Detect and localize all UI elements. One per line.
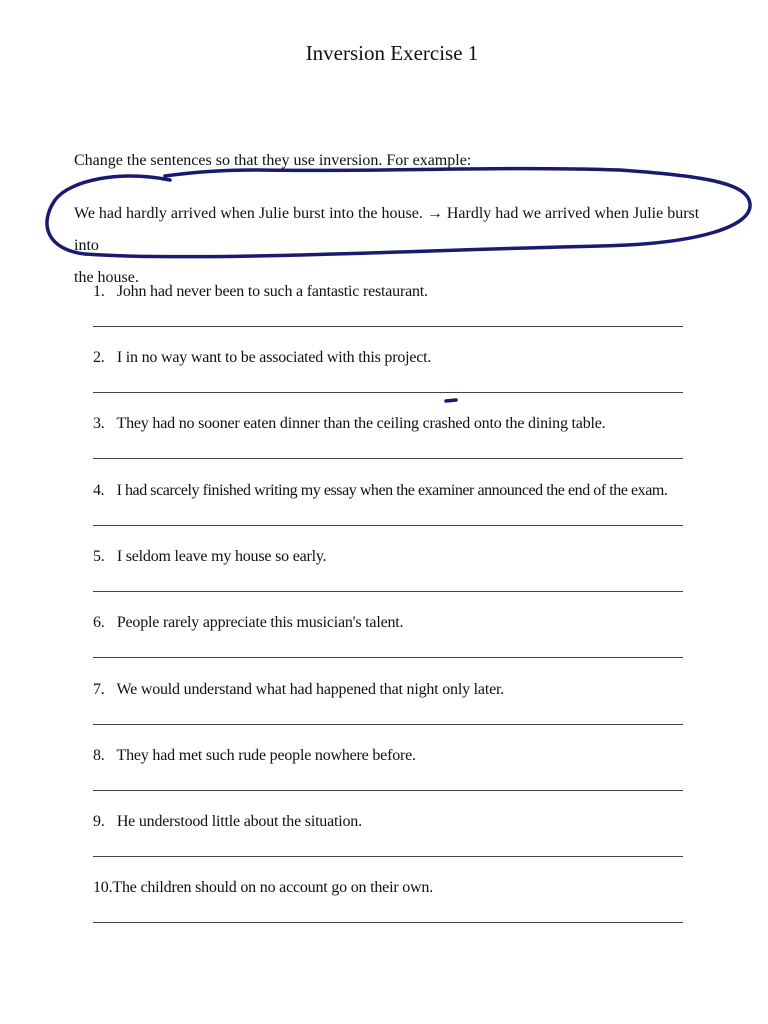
answer-line[interactable] bbox=[93, 525, 683, 526]
example-block bbox=[74, 198, 714, 294]
page-title: Inversion Exercise 1 bbox=[305, 41, 479, 65]
answer-line[interactable] bbox=[93, 392, 683, 393]
example-line-1: We had hardly arrived when Julie burst into the house. → Hardly had we arrived when Julie burst into bbox=[74, 205, 700, 254]
item-number: 6. bbox=[93, 614, 105, 631]
item-number: 2. bbox=[93, 349, 105, 366]
item-number: 10. bbox=[93, 879, 113, 896]
exercise-item-4 bbox=[93, 480, 693, 530]
item-text: He understood little about the situation. bbox=[116, 813, 362, 830]
item-number: 3. bbox=[93, 415, 105, 432]
instruction-text: Change the sentences so that they use inversion. For example: bbox=[74, 152, 472, 169]
exercise-item-1 bbox=[93, 281, 693, 331]
item-number: 7. bbox=[93, 681, 105, 698]
item-text: John had never been to such a fantastic restaurant. bbox=[116, 283, 428, 300]
exercise-item-6 bbox=[93, 612, 693, 662]
exercise-question bbox=[93, 347, 431, 369]
item-text: People rarely appreciate this musician's talent. bbox=[116, 614, 404, 631]
item-number: 5. bbox=[93, 548, 105, 565]
answer-line[interactable] bbox=[93, 657, 683, 658]
exercise-item-3 bbox=[93, 413, 693, 463]
ink-dash-mark bbox=[446, 400, 456, 401]
answer-line[interactable] bbox=[93, 326, 683, 327]
exercise-question bbox=[93, 745, 416, 767]
answer-line[interactable] bbox=[93, 790, 683, 791]
exercise-question bbox=[93, 679, 504, 701]
item-number: 4. bbox=[93, 482, 105, 499]
exercise-item-8 bbox=[93, 745, 693, 795]
exercise-item-9 bbox=[93, 811, 693, 861]
item-text: They had met such rude people nowhere before. bbox=[116, 747, 416, 764]
exercise-question bbox=[93, 480, 667, 502]
exercise-question bbox=[93, 612, 403, 634]
item-text: I seldom leave my house so early. bbox=[116, 548, 327, 565]
item-number: 8. bbox=[93, 747, 105, 764]
item-number: 1. bbox=[93, 283, 105, 300]
exercise-question bbox=[93, 413, 605, 435]
item-text: We would understand what had happened that night only later. bbox=[116, 681, 505, 698]
exercise-item-7 bbox=[93, 679, 693, 729]
exercise-question bbox=[93, 811, 362, 833]
answer-line[interactable] bbox=[93, 856, 683, 857]
answer-line[interactable] bbox=[93, 591, 683, 592]
exercise-question bbox=[93, 877, 433, 899]
answer-line[interactable] bbox=[93, 724, 683, 725]
example-line-2: the house. bbox=[74, 269, 139, 286]
item-text: The children should on no account go on their own. bbox=[112, 879, 434, 896]
answer-line[interactable] bbox=[93, 458, 683, 459]
exercise-item-2 bbox=[93, 347, 693, 397]
item-number: 9. bbox=[93, 813, 105, 830]
item-text: I had scarcely finished writing my essay when the examiner announced the end of the exam. bbox=[116, 482, 668, 499]
answer-line[interactable] bbox=[93, 922, 683, 923]
item-text: They had no sooner eaten dinner than the ceiling crashed onto the dining table. bbox=[116, 415, 606, 432]
item-text: I in no way want to be associated with this project. bbox=[116, 349, 432, 366]
exercise-item-10 bbox=[93, 877, 693, 927]
exercise-question bbox=[93, 546, 326, 568]
exercise-item-5 bbox=[93, 546, 693, 596]
exercise-question bbox=[93, 281, 428, 303]
